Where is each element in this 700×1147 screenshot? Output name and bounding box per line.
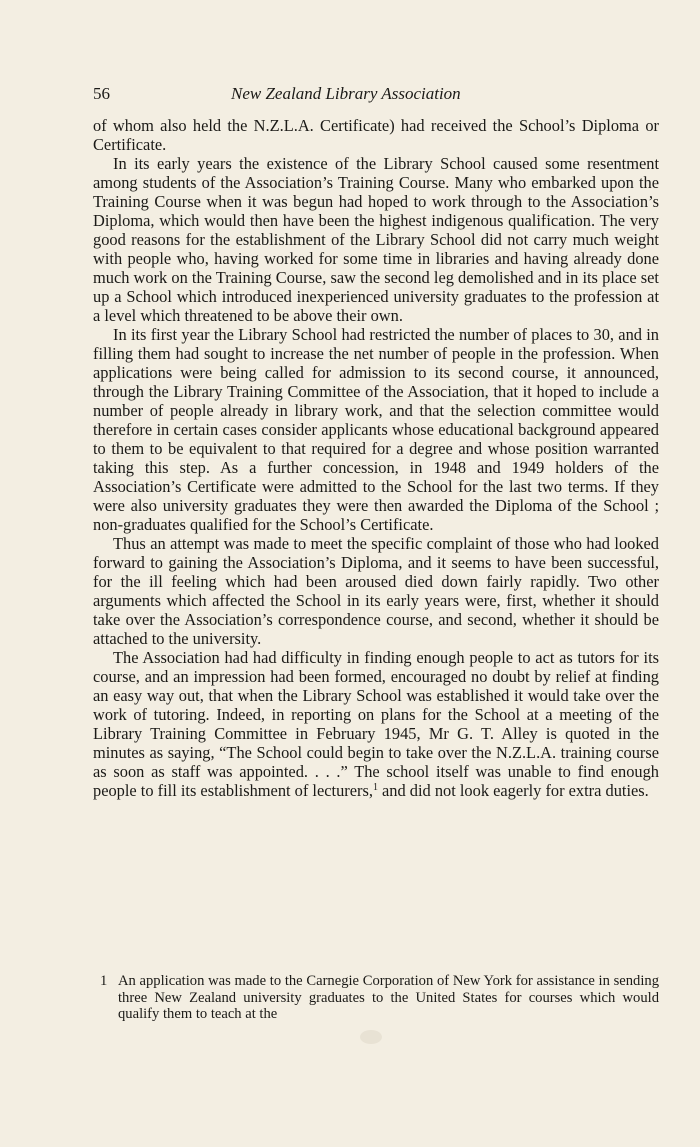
footnote-1 <box>93 973 659 1023</box>
body-text <box>93 116 659 800</box>
paragraph-5-tail: and did not look eagerly for extra duties. <box>377 781 649 800</box>
paragraph-5 <box>93 648 659 800</box>
footnote-reference: 1 <box>372 782 378 793</box>
footnote-marker: 1 <box>100 973 108 989</box>
footnote-text: An application was made to the Carnegie Corporation of New York for assistance in sending three New Zealand university graduates to the United States for courses which would qualify them to teach at the <box>118 973 659 1022</box>
paragraph-3: In its first year the Library School had restricted the number of places to 30, and in filling them had sought to increase the net number of people in the profession. When applications were being called for admission to its second course, it announced, through the Library Training Committee of the Association, that it hoped to include a number of people already in library work, and that the selection committee would therefore in certain cases consider applicants whose educational background appeared to them to be equivalent to that required for a degree and whose position warranted taking this step. As a further concession, in 1948 and 1949 holders of the Association’s Certificate were admitted to the School for the last two terms. If they were also university graduates they were then awarded the Diploma of the School ; non-graduates qualified for the School’s Certificate. <box>93 325 659 534</box>
page-header <box>93 82 663 106</box>
paragraph-2: In its early years the existence of the Library School caused some resentment among students of the Association’s Training Course. Many who embarked upon the Training Course when it was begun had hoped to work through to the Association’s Diploma, which would then have been the highest indigenous qualification. The very good reasons for the establishment of the Library School did not carry much weight with people who, having worked for some time in libraries and having already done much work on the Training Course, saw the second leg demolished and in its place set up a School which introduced inexperienced university graduates to the profession at a level which threatened to be above their own. <box>93 154 659 325</box>
paper-stain <box>360 1030 382 1044</box>
running-title: New Zealand Library Association <box>231 84 461 103</box>
paragraph-1: of whom also held the N.Z.L.A. Certificate) had received the School’s Diploma or Certificate. <box>93 116 659 154</box>
paragraph-4: Thus an attempt was made to meet the specific complaint of those who had looked forward to gaining the Association’s Diploma, and it seems to have been successful, for the ill feeling which had been aroused died down fairly rapidly. Two other arguments which affected the School in its early years were, first, whether it should take over the Association’s correspondence course, and second, whether it should be attached to the university. <box>93 534 659 648</box>
footnote <box>93 973 659 1023</box>
page-number: 56 <box>93 84 110 103</box>
paragraph-5-text: The Association had had difficulty in finding enough people to act as tutors for its course, and an impression had been formed, encouraged no doubt by relief at finding an easy way out, that when the Library School was established it would take over the work of tutoring. Indeed, in reporting on plans for the School at a meeting of the Library Training Committee in February 1945, Mr G. T. Alley is quoted in the minutes as saying, “The School could begin to take over the N.Z.L.A. training course as soon as staff was appointed. . . .” The school itself was unable to find enough people to fill its establishment of lecturers, <box>93 648 659 800</box>
